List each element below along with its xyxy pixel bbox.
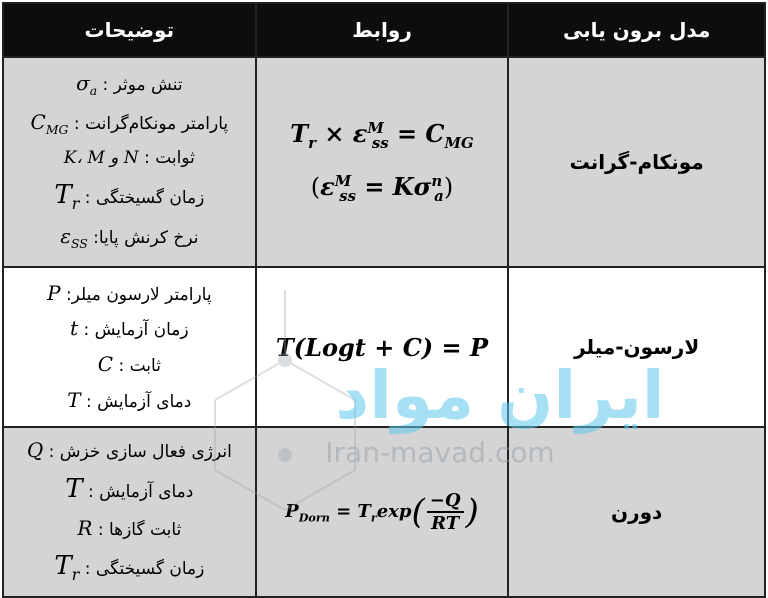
note-text: دمای آزمایش : <box>88 481 194 502</box>
header-relations: روابط <box>256 3 509 57</box>
note-text: نرخ کرنش پایا: <box>93 228 199 249</box>
model-name-cell: مونکام-گرانت <box>508 57 765 267</box>
note-line <box>4 511 255 547</box>
formula-larson-miller: T(Logt + C) = P <box>275 332 489 362</box>
note-line <box>4 469 255 511</box>
model-name-cell: لارسون-میلر <box>508 267 765 427</box>
note-text: ثابت : <box>118 356 161 376</box>
note-line <box>4 383 255 419</box>
relations-cell <box>256 427 509 597</box>
model-name-cell: دورن <box>508 427 765 597</box>
note-text: انرژی فعال سازی خزش : <box>48 442 232 463</box>
formula-strain-rate: $(\varepsilon^M_{ss} = K\sigma^n_a)$ <box>310 172 454 205</box>
note-line <box>4 66 255 104</box>
note-line <box>4 347 255 383</box>
symbol-r: R <box>77 515 93 540</box>
symbol-t-temp: T <box>65 473 83 504</box>
symbol-t-temp: T <box>67 387 81 412</box>
note-line <box>4 311 255 347</box>
note-text: ثوابت : <box>144 148 195 168</box>
extrapolation-models-table <box>2 2 766 598</box>
note-line <box>4 219 255 257</box>
symbol-cmg: $C_{MG}$ <box>30 109 69 137</box>
note-line <box>4 105 255 143</box>
note-line <box>4 143 255 175</box>
formula-dorn: $P_{Dorn} = T_r\exp$( $\frac{-Q}{RT}$ ) <box>285 490 479 534</box>
note-line <box>4 175 255 220</box>
note-line <box>4 433 255 469</box>
notes-cell <box>3 427 256 597</box>
table-row-larson-miller <box>3 267 765 427</box>
fraction-q-over-rt: $\frac{-Q}{RT}$ <box>427 490 464 534</box>
note-text: زمان گسیختگی : <box>84 187 205 208</box>
symbol-sigma-a: $\sigma_a$ <box>76 71 98 99</box>
symbol-t-time: t <box>70 316 79 341</box>
note-line <box>4 276 255 312</box>
symbol-q: Q <box>26 438 44 463</box>
relations-cell <box>256 57 509 267</box>
notes-cell <box>3 267 256 427</box>
note-text: ثابت گازها : <box>97 519 182 540</box>
relations-cell <box>256 267 509 427</box>
symbol-epsilon-ss: $\varepsilon_{SS}$ <box>60 224 88 252</box>
table-row-monkman-grant <box>3 57 765 267</box>
watermark-brand: ایران مواد <box>335 357 665 434</box>
formula-monkman-grant: $T_r \times \varepsilon^M_{ss} = C_{MG}$ <box>290 119 474 152</box>
note-line <box>4 546 255 591</box>
header-notes: توضیحات <box>3 3 256 57</box>
note-text: تنش موثر : <box>102 75 183 96</box>
symbol-p: P <box>47 280 61 305</box>
note-text: زمان آزمایش : <box>83 320 189 341</box>
symbol-c: C <box>97 352 114 376</box>
header-model: مدل برون یابی <box>508 3 765 57</box>
symbol-constants: K، M و N <box>63 148 139 168</box>
watermark-url: Iran-mavad.com <box>325 436 555 469</box>
notes-cell <box>3 57 256 267</box>
note-text: دمای آزمایش : <box>86 391 192 412</box>
comparison-table-container <box>2 2 766 596</box>
table-header-row <box>3 3 765 57</box>
symbol-tr: $T_r$ <box>54 179 80 213</box>
note-text: پارامتر لارسون میلر: <box>65 284 212 305</box>
note-text: زمان گسیختگی : <box>84 559 205 580</box>
note-text: پارامتر مونکام‌گرانت : <box>73 113 229 134</box>
symbol-tr: $T_r$ <box>54 551 80 585</box>
table-row-dorn <box>3 427 765 597</box>
